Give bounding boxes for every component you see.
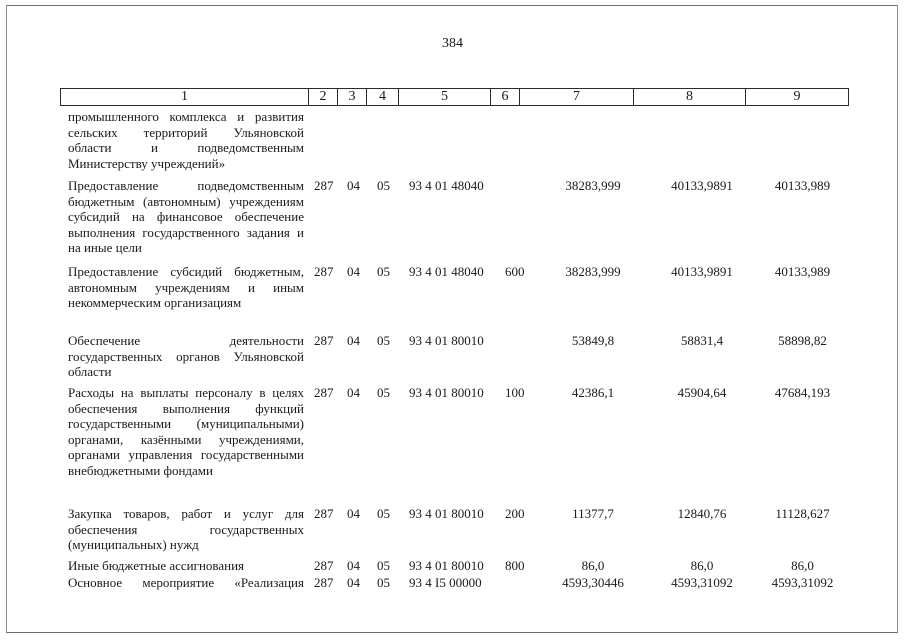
row-value-year1: 38283,999 xyxy=(565,264,621,279)
row-value-year3: 58898,82 xyxy=(778,333,827,348)
row-value-year1: 42386,1 xyxy=(571,385,615,400)
row-subsection: 05 xyxy=(377,264,390,279)
row-value-year1: 86,0 xyxy=(581,558,605,573)
row-value-year2: 4593,31092 xyxy=(671,575,733,590)
row-expense-type: 600 xyxy=(505,264,525,279)
row-target-code: 93 4 01 80010 xyxy=(409,385,484,400)
row-subsection: 05 xyxy=(377,506,390,521)
header-col-7: 7 xyxy=(520,89,634,106)
row-admin-code: 287 xyxy=(314,264,334,279)
row-target-code: 93 4 I5 00000 xyxy=(409,575,482,590)
row-value-year2: 12840,76 xyxy=(677,506,727,521)
row-description: Закупка товаров, работ и услуг для обеспечения государственных (муниципальных) нужд xyxy=(68,506,304,552)
row-value-year3: 47684,193 xyxy=(774,385,831,400)
page-number: 384 xyxy=(442,36,463,51)
header-col-3: 3 xyxy=(338,89,367,106)
row-section: 04 xyxy=(347,385,360,400)
row-value-year2: 45904,64 xyxy=(677,385,727,400)
row-admin-code: 287 xyxy=(314,506,334,521)
row-description: Обеспечение деятельности государственных органов Ульяновской области xyxy=(68,333,304,379)
header-col-1: 1 xyxy=(61,89,309,106)
row-description: Предоставление субсидий бюджетным, автономным учреждениям и иным некоммерческим организациям xyxy=(68,264,304,310)
row-value-year2: 40133,9891 xyxy=(671,264,733,279)
table-header xyxy=(60,88,849,106)
row-subsection: 05 xyxy=(377,385,390,400)
row-description: Иные бюджетные ассигнования xyxy=(68,558,245,573)
row-description: Основное мероприятие «Реализация xyxy=(68,575,304,590)
row-target-code: 93 4 01 80010 xyxy=(409,558,484,573)
row-value-year1: 11377,7 xyxy=(572,506,614,521)
scan-border-bottom xyxy=(6,632,898,633)
row-admin-code: 287 xyxy=(314,385,334,400)
row-value-year3: 11128,627 xyxy=(775,506,830,521)
row-value-year1: 38283,999 xyxy=(565,178,621,193)
row-admin-code: 287 xyxy=(314,333,334,348)
row-description: Предоставление подведомственным бюджетным (автономным) учреждениям субсидий на финансовое обеспечение выполнения государственного задания и на иные цели xyxy=(68,178,304,255)
row-expense-type: 800 xyxy=(505,558,525,573)
row-value-year3: 4593,31092 xyxy=(771,575,834,590)
row-section: 04 xyxy=(347,333,360,348)
row-value-year1: 4593,30446 xyxy=(562,575,624,590)
header-col-2: 2 xyxy=(309,89,338,106)
row-target-code: 93 4 01 80010 xyxy=(409,333,484,348)
row-value-year3: 40133,989 xyxy=(774,178,831,193)
header-col-9: 9 xyxy=(746,89,849,106)
row-value-year2: 40133,9891 xyxy=(671,178,733,193)
row-target-code: 93 4 01 48040 xyxy=(409,178,484,193)
row-subsection: 05 xyxy=(377,333,390,348)
row-subsection: 05 xyxy=(377,558,390,573)
scan-border-left xyxy=(6,5,7,633)
row-section: 04 xyxy=(347,178,360,193)
header-col-6: 6 xyxy=(491,89,520,106)
header-col-5: 5 xyxy=(399,89,491,106)
row-value-year3: 86,0 xyxy=(791,558,814,573)
row-target-code: 93 4 01 80010 xyxy=(409,506,484,521)
row-description: Расходы на выплаты персоналу в целях обеспечения выполнения функций государственными (муниципальными) органами, казёнными учреждениями, органами управления государственными внебюджетными фондами xyxy=(68,385,304,478)
row-target-code: 93 4 01 48040 xyxy=(409,264,484,279)
row-section: 04 xyxy=(347,506,360,521)
row-value-year2: 86,0 xyxy=(690,558,714,573)
row-subsection: 05 xyxy=(377,575,390,590)
row-value-year2: 58831,4 xyxy=(680,333,724,348)
row-section: 04 xyxy=(347,575,360,590)
row-expense-type: 100 xyxy=(505,385,525,400)
scan-border-right xyxy=(897,5,898,633)
scan-border-top xyxy=(6,5,898,6)
header-col-4: 4 xyxy=(367,89,399,106)
row-value-year1: 53849,8 xyxy=(571,333,615,348)
header-col-8: 8 xyxy=(634,89,746,106)
row-admin-code: 287 xyxy=(314,558,334,573)
row-admin-code: 287 xyxy=(314,178,334,193)
row-section: 04 xyxy=(347,264,360,279)
row-section: 04 xyxy=(347,558,360,573)
row-description: промышленного комплекса и развития сельских территорий Ульяновской области и подведомственным Министерству учреждений» xyxy=(68,109,304,171)
row-value-year3: 40133,989 xyxy=(774,264,831,279)
row-admin-code: 287 xyxy=(314,575,334,590)
row-expense-type: 200 xyxy=(505,506,525,521)
row-subsection: 05 xyxy=(377,178,390,193)
